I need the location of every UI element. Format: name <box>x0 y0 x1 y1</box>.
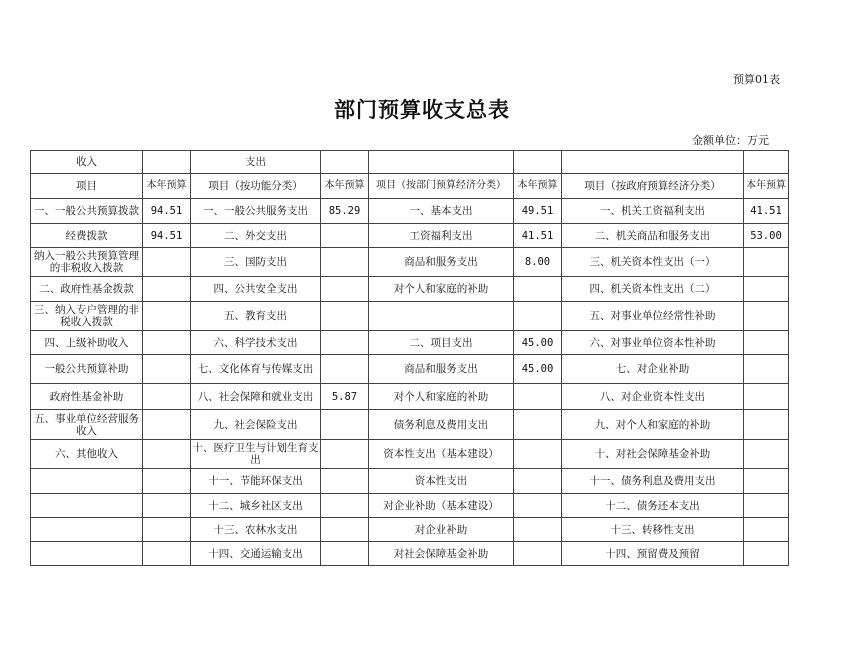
expenditure-group-header: 支出 <box>191 151 321 174</box>
col-header-function-item: 项目（按功能分类） <box>191 174 321 199</box>
function-item-cell: 一、一般公共服务支出 <box>191 199 321 224</box>
empty-cell <box>369 151 514 174</box>
page-title: 部门预算收支总表 <box>334 97 510 122</box>
function-budget-cell <box>321 469 369 494</box>
income-item-cell: 六、其他收入 <box>31 440 143 469</box>
dept-econ-item-cell: 资本性支出（基本建设） <box>369 440 514 469</box>
dept-econ-item-cell: 对企业补助（基本建设） <box>369 494 514 518</box>
gov-econ-budget-cell: 53.00 <box>744 224 789 248</box>
gov-econ-budget-cell <box>744 331 789 355</box>
budget-rows <box>31 199 789 566</box>
dept-econ-item-cell: 商品和服务支出 <box>369 248 514 277</box>
function-budget-cell <box>321 302 369 331</box>
income-item-cell: 一、一般公共预算拨款 <box>31 199 143 224</box>
empty-cell <box>514 151 562 174</box>
function-item-cell: 六、科学技术支出 <box>191 331 321 355</box>
column-header-row <box>31 174 789 199</box>
function-budget-cell <box>321 355 369 384</box>
income-item-cell <box>31 469 143 494</box>
function-item-cell: 三、国防支出 <box>191 248 321 277</box>
table-row <box>31 410 789 440</box>
income-budget-cell: 94.51 <box>143 224 191 248</box>
gov-econ-item-cell: 三、机关资本性支出（一） <box>562 248 744 277</box>
gov-econ-item-cell: 一、机关工资福利支出 <box>562 199 744 224</box>
function-item-cell: 十一、节能环保支出 <box>191 469 321 494</box>
function-budget-cell <box>321 224 369 248</box>
function-item-cell: 十、医疗卫生与计划生育支出 <box>191 440 321 469</box>
function-budget-cell <box>321 277 369 302</box>
gov-econ-item-cell: 十四、预留费及预留 <box>562 542 744 566</box>
form-code: 预算01表 <box>733 73 780 86</box>
amount-unit: 金额单位：万元 <box>692 134 769 147</box>
function-budget-cell: 5.87 <box>321 384 369 410</box>
income-budget-cell <box>143 331 191 355</box>
dept-econ-budget-cell <box>514 410 562 440</box>
dept-econ-item-cell: 工资福利支出 <box>369 224 514 248</box>
table-row <box>31 469 789 494</box>
dept-econ-budget-cell: 45.00 <box>514 355 562 384</box>
income-budget-cell: 94.51 <box>143 199 191 224</box>
empty-cell <box>744 151 789 174</box>
function-item-cell: 十三、农林水支出 <box>191 518 321 542</box>
income-budget-cell <box>143 542 191 566</box>
income-budget-cell <box>143 248 191 277</box>
function-item-cell: 九、社会保险支出 <box>191 410 321 440</box>
function-item-cell: 四、公共安全支出 <box>191 277 321 302</box>
income-budget-cell <box>143 277 191 302</box>
table-row <box>31 224 789 248</box>
empty-cell <box>562 151 744 174</box>
dept-econ-item-cell: 对企业补助 <box>369 518 514 542</box>
gov-econ-budget-cell <box>744 469 789 494</box>
gov-econ-budget-cell <box>744 302 789 331</box>
dept-econ-budget-cell: 45.00 <box>514 331 562 355</box>
table-row <box>31 518 789 542</box>
gov-econ-budget-cell: 41.51 <box>744 199 789 224</box>
income-budget-cell <box>143 355 191 384</box>
function-item-cell: 七、文化体育与传媒支出 <box>191 355 321 384</box>
dept-econ-budget-cell <box>514 440 562 469</box>
col-header-dept-econ-item: 项目（按部门预算经济分类） <box>369 174 514 199</box>
function-budget-cell <box>321 518 369 542</box>
function-item-cell: 八、社会保障和就业支出 <box>191 384 321 410</box>
income-item-cell: 一般公共预算补助 <box>31 355 143 384</box>
table-row <box>31 248 789 277</box>
gov-econ-item-cell: 四、机关资本性支出（二） <box>562 277 744 302</box>
income-budget-cell <box>143 518 191 542</box>
dept-econ-budget-cell: 41.51 <box>514 224 562 248</box>
col-header-gov-econ-item: 项目（按政府预算经济分类） <box>562 174 744 199</box>
gov-econ-item-cell: 八、对企业资本性支出 <box>562 384 744 410</box>
gov-econ-item-cell: 六、对事业单位资本性补助 <box>562 331 744 355</box>
income-item-cell <box>31 518 143 542</box>
function-budget-cell <box>321 494 369 518</box>
gov-econ-item-cell: 十、对社会保障基金补助 <box>562 440 744 469</box>
dept-econ-item-cell: 商品和服务支出 <box>369 355 514 384</box>
function-item-cell: 十二、城乡社区支出 <box>191 494 321 518</box>
function-budget-cell <box>321 248 369 277</box>
dept-econ-budget-cell <box>514 384 562 410</box>
income-budget-cell <box>143 469 191 494</box>
table-row <box>31 199 789 224</box>
table-row <box>31 277 789 302</box>
dept-econ-item-cell: 对个人和家庭的补助 <box>369 277 514 302</box>
col-header-function-budget: 本年预算 <box>321 174 369 199</box>
income-item-cell: 纳入一般公共预算管理的非税收入拨款 <box>31 248 143 277</box>
col-header-gov-econ-budget: 本年预算 <box>744 174 789 199</box>
gov-econ-budget-cell <box>744 518 789 542</box>
budget-summary-table <box>30 150 789 566</box>
dept-econ-item-cell: 债务利息及费用支出 <box>369 410 514 440</box>
function-item-cell: 五、教育支出 <box>191 302 321 331</box>
gov-econ-budget-cell <box>744 384 789 410</box>
table-row <box>31 384 789 410</box>
empty-cell <box>321 151 369 174</box>
table-row <box>31 331 789 355</box>
gov-econ-budget-cell <box>744 440 789 469</box>
col-header-dept-econ-budget: 本年预算 <box>514 174 562 199</box>
dept-econ-budget-cell <box>514 494 562 518</box>
gov-econ-budget-cell <box>744 355 789 384</box>
function-item-cell: 二、外交支出 <box>191 224 321 248</box>
function-budget-cell <box>321 542 369 566</box>
income-budget-cell <box>143 440 191 469</box>
dept-econ-budget-cell <box>514 518 562 542</box>
gov-econ-item-cell: 十三、转移性支出 <box>562 518 744 542</box>
gov-econ-budget-cell <box>744 494 789 518</box>
dept-econ-budget-cell: 8.00 <box>514 248 562 277</box>
table-row <box>31 355 789 384</box>
dept-econ-budget-cell <box>514 542 562 566</box>
income-budget-cell <box>143 384 191 410</box>
income-item-cell: 二、政府性基金拨款 <box>31 277 143 302</box>
dept-econ-item-cell: 一、基本支出 <box>369 199 514 224</box>
gov-econ-budget-cell <box>744 542 789 566</box>
gov-econ-item-cell: 十一、债务利息及费用支出 <box>562 469 744 494</box>
gov-econ-budget-cell <box>744 410 789 440</box>
income-item-cell: 经费拨款 <box>31 224 143 248</box>
income-group-header: 收入 <box>31 151 143 174</box>
table-row <box>31 542 789 566</box>
dept-econ-budget-cell <box>514 277 562 302</box>
function-budget-cell <box>321 440 369 469</box>
col-header-income-budget: 本年预算 <box>143 174 191 199</box>
dept-econ-item-cell: 对个人和家庭的补助 <box>369 384 514 410</box>
group-header-row <box>31 151 789 174</box>
table-row <box>31 440 789 469</box>
income-budget-cell <box>143 494 191 518</box>
function-budget-cell <box>321 410 369 440</box>
income-item-cell: 五、事业单位经营服务收入 <box>31 410 143 440</box>
income-item-cell <box>31 542 143 566</box>
gov-econ-item-cell: 九、对个人和家庭的补助 <box>562 410 744 440</box>
dept-econ-budget-cell <box>514 302 562 331</box>
gov-econ-budget-cell <box>744 248 789 277</box>
gov-econ-budget-cell <box>744 277 789 302</box>
function-item-cell: 十四、交通运输支出 <box>191 542 321 566</box>
dept-econ-item-cell: 对社会保障基金补助 <box>369 542 514 566</box>
table-row <box>31 302 789 331</box>
income-item-cell: 政府性基金补助 <box>31 384 143 410</box>
dept-econ-item-cell: 二、项目支出 <box>369 331 514 355</box>
dept-econ-budget-cell: 49.51 <box>514 199 562 224</box>
gov-econ-item-cell: 五、对事业单位经常性补助 <box>562 302 744 331</box>
col-header-income-item: 项目 <box>31 174 143 199</box>
dept-econ-item-cell <box>369 302 514 331</box>
function-budget-cell: 85.29 <box>321 199 369 224</box>
dept-econ-item-cell: 资本性支出 <box>369 469 514 494</box>
gov-econ-item-cell: 二、机关商品和服务支出 <box>562 224 744 248</box>
table-row <box>31 494 789 518</box>
function-budget-cell <box>321 331 369 355</box>
dept-econ-budget-cell <box>514 469 562 494</box>
empty-cell <box>143 151 191 174</box>
income-item-cell: 四、上级补助收入 <box>31 331 143 355</box>
gov-econ-item-cell: 七、对企业补助 <box>562 355 744 384</box>
gov-econ-item-cell: 十二、债务还本支出 <box>562 494 744 518</box>
income-item-cell: 三、纳入专户管理的非税收入拨款 <box>31 302 143 331</box>
income-item-cell <box>31 494 143 518</box>
income-budget-cell <box>143 302 191 331</box>
income-budget-cell <box>143 410 191 440</box>
